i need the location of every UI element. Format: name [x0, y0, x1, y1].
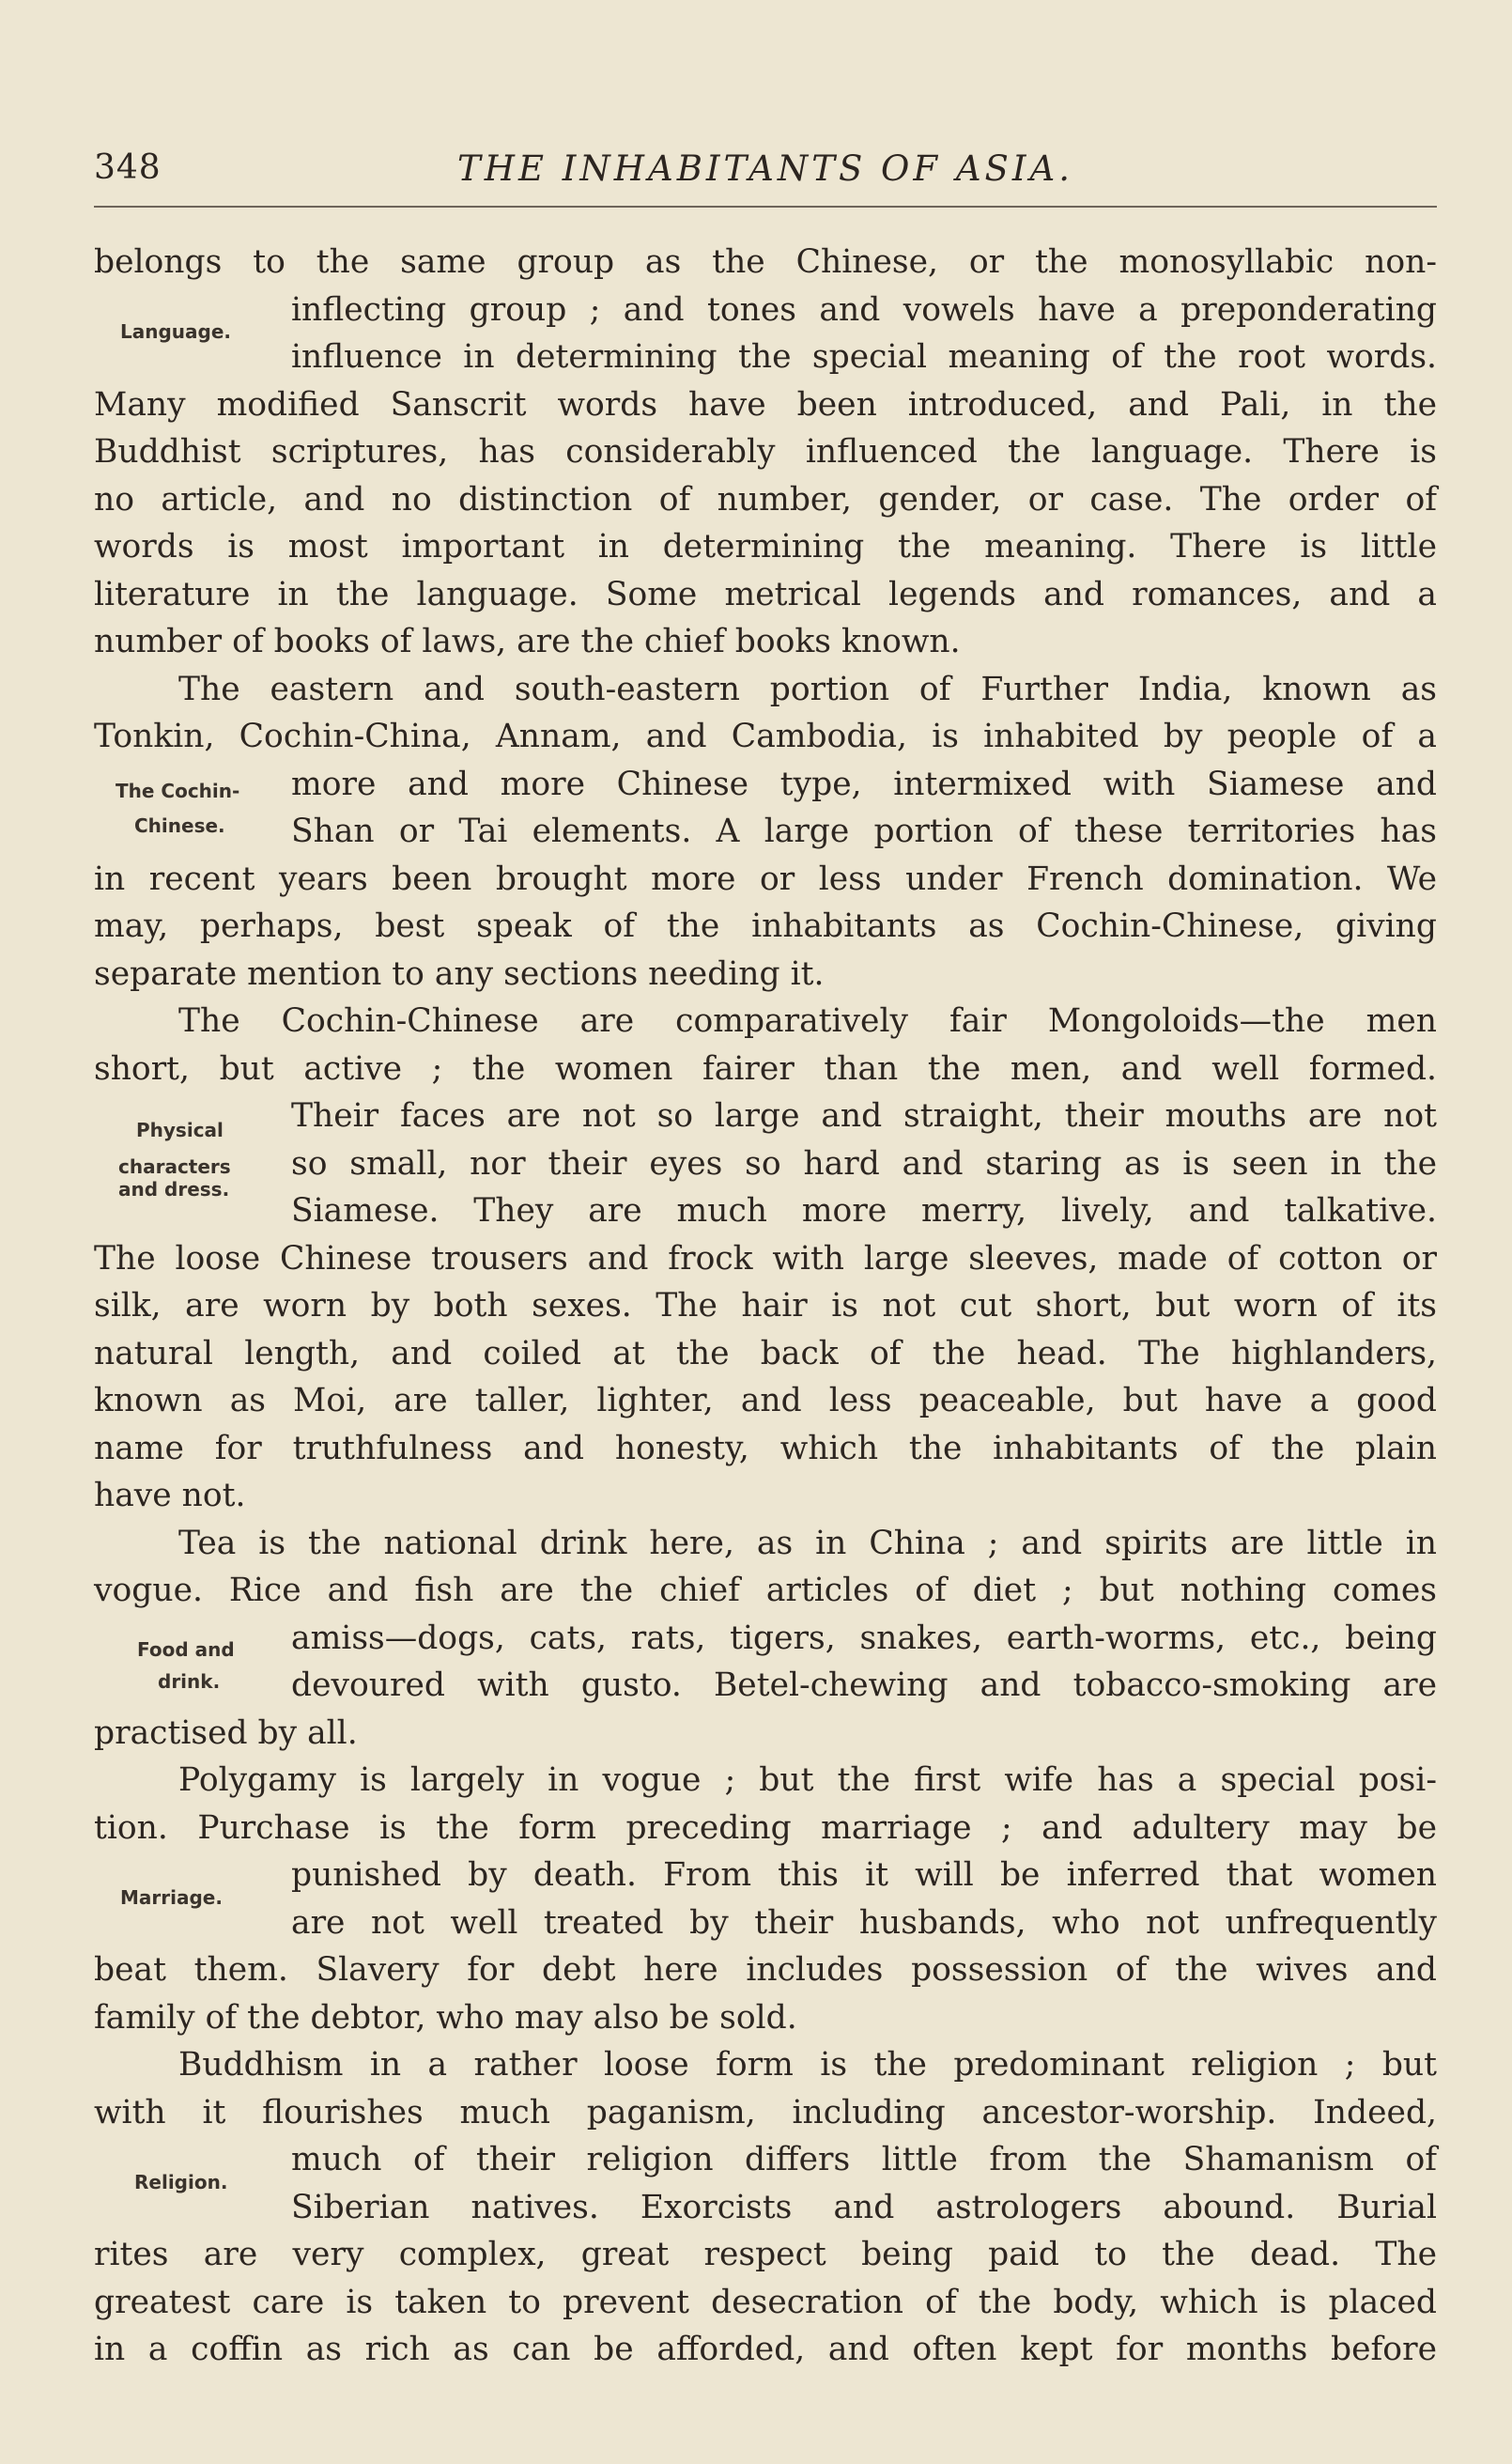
text-line: inflecting group ; and tones and vowels have a preponderating [291, 291, 1437, 329]
text-line: belongs to the same group as the Chinese, or the monosyllabic non- [94, 243, 1437, 281]
text-line: words is most important in determining the meaning. There is little [94, 528, 1437, 566]
sidenote-physical: Physical [136, 1119, 224, 1141]
text-line: no article, and no distinction of number, gender, or case. The order of [94, 481, 1437, 519]
text-line: more and more Chinese type, intermixed with Siamese and [291, 766, 1437, 803]
text-line: practised by all. [94, 1714, 358, 1752]
sidenote-food-drink: drink. [158, 1670, 221, 1693]
text-line: so small, nor their eyes so hard and staring as is seen in the [291, 1145, 1437, 1183]
text-line: Polygamy is largely in vogue ; but the first wife has a special posi- [178, 1761, 1437, 1799]
text-line: Shan or Tai elements. A large portion of these territories has [291, 813, 1437, 850]
text-line: amiss—dogs, cats, rats, tigers, snakes, earth-worms, etc., being [291, 1619, 1437, 1657]
text-line: Tea is the national drink here, as in China ; and spirits are little in [178, 1525, 1437, 1562]
text-line: Many modified Sanscrit words have been introduced, and Pali, in the [94, 386, 1437, 424]
text-line: The eastern and south-eastern portion of Further India, known as [178, 671, 1437, 708]
text-line: The loose Chinese trousers and frock with large sleeves, made of cotton or [94, 1240, 1437, 1278]
text-line: in a coffin as rich as can be afforded, and often kept for months before [94, 2331, 1437, 2368]
text-line: separate mention to any sections needing it. [94, 955, 825, 993]
sidenote-cochin-chinese: Chinese. [134, 814, 225, 837]
text-line: Tonkin, Cochin-China, Annam, and Cambodia, is inhabited by people of a [94, 718, 1437, 755]
text-line: silk, are worn by both sexes. The hair is not cut short, but worn of its [94, 1287, 1437, 1325]
text-line: punished by death. From this it will be inferred that women [291, 1856, 1437, 1894]
sidenote-marriage: Marriage. [120, 1886, 223, 1909]
sidenote-religion: Religion. [134, 2171, 228, 2193]
text-line: may, perhaps, best speak of the inhabitants as Cochin-Chinese, giving [94, 907, 1437, 945]
text-line: Siamese. They are much more merry, lively, and talkative. [291, 1192, 1437, 1230]
page-header [94, 148, 1437, 195]
text-line: are not well treated by their husbands, who not unfrequently [291, 1904, 1437, 1942]
text-line: have not. [94, 1477, 246, 1514]
page-number: 348 [94, 148, 162, 187]
text-line: in recent years been brought more or less under French domination. We [94, 860, 1437, 898]
sidenote-cochin-chinese: The Cochin- [116, 780, 240, 802]
text-line: natural length, and coiled at the back of the head. The highlanders, [94, 1335, 1437, 1372]
running-title: THE INHABITANTS OF ASIA. [457, 148, 1073, 189]
text-line: The Cochin-Chinese are comparatively fair Mongoloids—the men [178, 1002, 1437, 1040]
text-line: rites are very complex, great respect being paid to the dead. The [94, 2236, 1437, 2273]
text-line: name for truthfulness and honesty, which the inhabitants of the plain [94, 1430, 1437, 1467]
text-line: influence in determining the special meaning of the root words. [291, 338, 1437, 376]
text-line: with it flourishes much paganism, including ancestor-worship. Indeed, [94, 2094, 1437, 2131]
text-line: short, but active ; the women fairer than the men, and well formed. [94, 1050, 1437, 1088]
sidenote-language: Language. [120, 320, 232, 343]
text-line: Siberian natives. Exorcists and astrologers abound. Burial [291, 2189, 1437, 2226]
sidenote-physical: and dress. [118, 1178, 230, 1201]
text-line: much of their religion differs little from the Shamanism of [291, 2141, 1437, 2178]
header-rule [94, 206, 1437, 208]
text-line: Buddhist scriptures, has considerably influenced the language. There is [94, 433, 1437, 471]
text-line: vogue. Rice and fish are the chief articles of diet ; but nothing comes [94, 1572, 1437, 1609]
text-line: beat them. Slavery for debt here includes possession of the wives and [94, 1951, 1437, 1989]
text-line: known as Moi, are taller, lighter, and less peaceable, but have a good [94, 1382, 1437, 1419]
sidenote-physical: characters [118, 1155, 231, 1178]
text-line: greatest care is taken to prevent desecration of the body, which is placed [94, 2284, 1437, 2321]
text-line: literature in the language. Some metrical legends and romances, and a [94, 576, 1437, 613]
text-line: devoured with gusto. Betel-chewing and tobacco-smoking are [291, 1666, 1437, 1704]
text-line: number of books of laws, are the chief books known. [94, 623, 961, 660]
sidenote-food-drink: Food and [137, 1638, 235, 1661]
text-line: family of the debtor, who may also be sold. [94, 1999, 797, 2037]
text-line: Buddhism in a rather loose form is the predominant religion ; but [178, 2046, 1437, 2084]
text-line: Their faces are not so large and straight, their mouths are not [291, 1097, 1437, 1135]
text-line: tion. Purchase is the form preceding marriage ; and adultery may be [94, 1809, 1437, 1847]
